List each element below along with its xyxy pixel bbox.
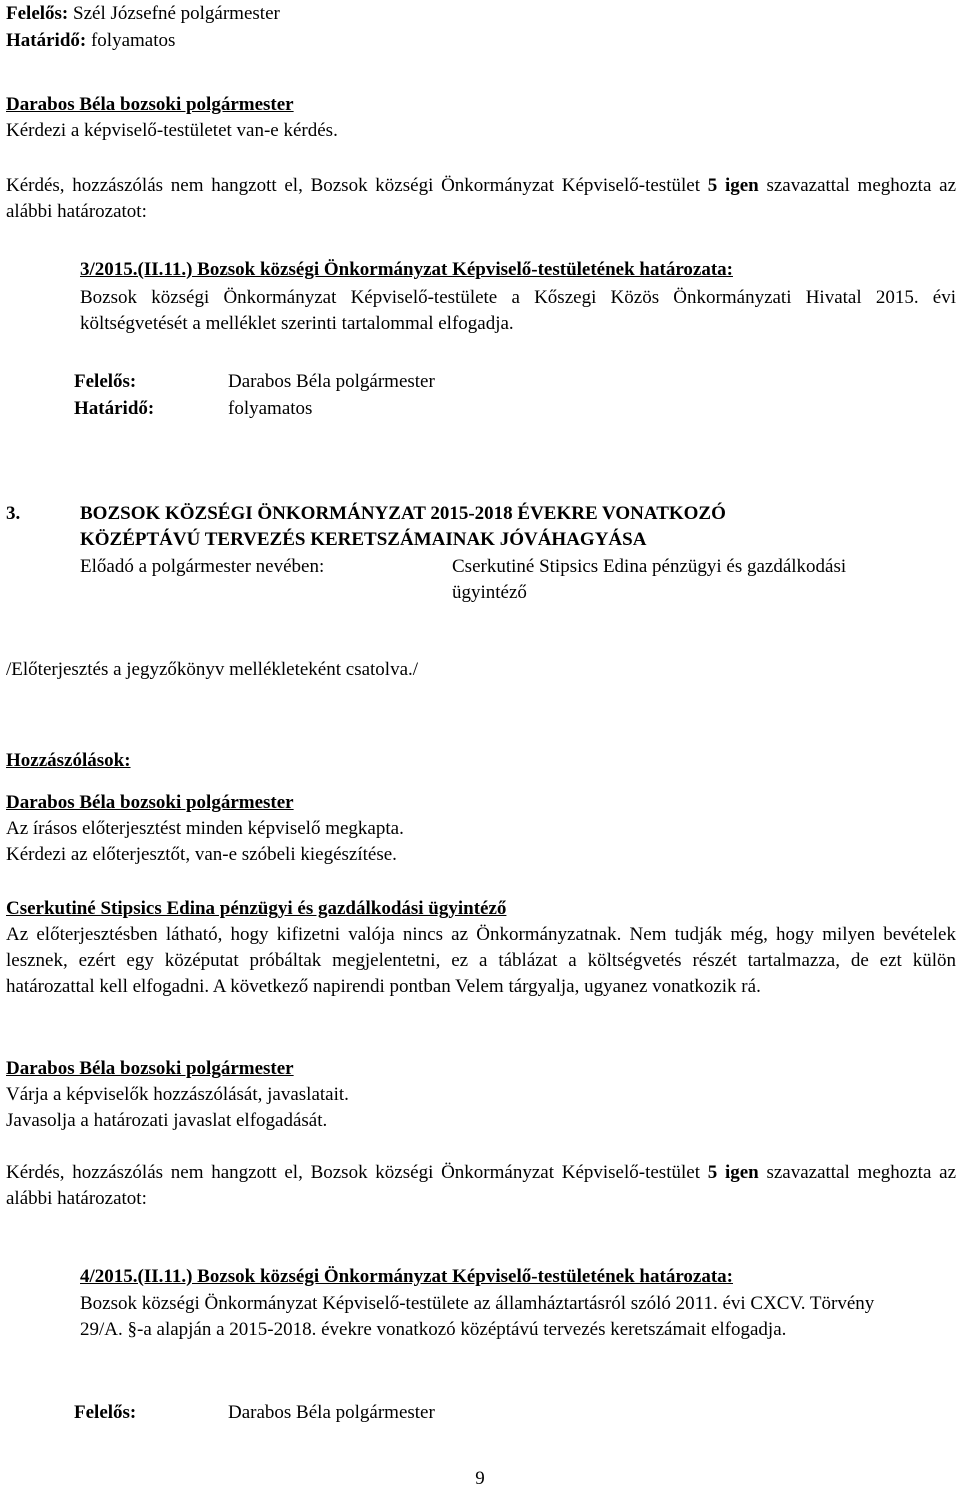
speaker-name: Cserkutiné Stipsics Edina pénzügyi és gazdálkodási ügyintéző <box>6 898 507 919</box>
top-hatarido-line <box>6 28 956 54</box>
top-felelos-value: Szél Józsefné polgármester <box>73 3 280 24</box>
resolution-title: 4/2015.(II.11.) Bozsok községi Önkormányzat Képviselő-testületének határozata: <box>80 1266 733 1287</box>
vote-count: 5 igen <box>707 1162 759 1183</box>
top-felelos-line <box>6 1 956 27</box>
speaker-text: Javasolja a határozati javaslat elfogadását. <box>6 1110 328 1131</box>
resolution-body: Bozsok községi Önkormányzat Képviselő-testülete az államháztartásról szóló 2011. évi CXCV. Törvény 29/A. §-a alapján a 2015-2018. évekre vonatkozó középtávú tervezés keretszámait elfogadja. <box>80 1293 875 1340</box>
agenda-item-title-line2: KÖZÉPTÁVÚ TERVEZÉS KERETSZÁMAINAK JÓVÁHAGYÁSA <box>80 529 647 550</box>
vote-text-end: szavazattal meghozta az alábbi határozatot: <box>6 175 956 222</box>
speaker-text: Az írásos előterjesztést minden képviselő megkapta. <box>6 818 404 839</box>
resolution-felelos-label: Felelős: <box>74 371 137 392</box>
speaker-text: Várja a képviselők hozzászólását, javaslatait. <box>6 1084 349 1105</box>
speaker-text: Az előterjesztésben látható, hogy kifizetni valója nincs az Önkormányzatnak. Nem tudják még, hogy milyen bevételek lesznek, ezért egy középutat próbáltak megjelentetni, ez a táblázat a költségvetés részét tartalmazza, de ezt külön határozattal kell elfogadni. A következő napirendi pontban Velem tárgyalja, ugyanez vonatkozik rá. <box>6 924 956 997</box>
agenda-item-title-line1: BOZSOK KÖZSÉGI ÖNKORMÁNYZAT 2015-2018 ÉVEKRE VONATKOZÓ <box>80 503 726 524</box>
speaker-name: Darabos Béla bozsoki polgármester <box>6 94 294 115</box>
vote-text: Kérdés, hozzászólás nem hangzott el, Bozsok községi Önkormányzat Képviselő-testület <box>6 1162 708 1183</box>
attachment-note: /Előterjesztés a jegyzőkönyv mellékleteként csatolva./ <box>6 659 419 680</box>
speaker-name: Darabos Béla bozsoki polgármester <box>6 792 294 813</box>
vote-text: Kérdés, hozzászólás nem hangzott el, Bozsok községi Önkormányzat Képviselő-testület <box>6 175 708 196</box>
resolution-felelos-label: Felelős: <box>74 1402 137 1423</box>
speaker-text: Kérdezi az előterjesztőt, van-e szóbeli kiegészítése. <box>6 844 397 865</box>
presenter-name-line1: Cserkutiné Stipsics Edina pénzügyi és gazdálkodási <box>452 556 847 577</box>
top-hatarido-value: folyamatos <box>90 30 176 51</box>
resolution-title: 3/2015.(II.11.) Bozsok községi Önkormányzat Képviselő-testületének határozata: <box>80 259 733 280</box>
page-number: 9 <box>475 1468 485 1489</box>
comments-heading: Hozzászólások: <box>6 750 131 771</box>
resolution-felelos-value: Darabos Béla polgármester <box>228 1402 435 1423</box>
vote-count: 5 igen <box>707 175 759 196</box>
resolution-hatarido-value: folyamatos <box>228 398 313 419</box>
top-felelos-label: Felelős: <box>6 3 69 24</box>
resolution-body: Bozsok községi Önkormányzat Képviselő-testülete a Kőszegi Közös Önkormányzati Hivatal 2015. évi költségvetését a melléklet szerinti tartalommal elfogadja. <box>80 287 956 334</box>
resolution-felelos-value: Darabos Béla polgármester <box>228 371 435 392</box>
presenter-name-line2: ügyintéző <box>452 582 527 603</box>
vote-paragraph <box>6 173 956 225</box>
vote-text-end: szavazattal meghozta az alábbi határozatot: <box>6 1162 956 1209</box>
speaker-text: Kérdezi a képviselő-testületet van-e kérdés. <box>6 120 338 141</box>
resolution-hatarido-label: Határidő: <box>74 398 155 419</box>
agenda-item-number: 3. <box>6 503 21 524</box>
vote-paragraph <box>6 1160 956 1212</box>
speaker-name: Darabos Béla bozsoki polgármester <box>6 1058 294 1079</box>
top-hatarido-label: Határidő: <box>6 30 87 51</box>
presenter-label: Előadó a polgármester nevében: <box>80 556 325 577</box>
